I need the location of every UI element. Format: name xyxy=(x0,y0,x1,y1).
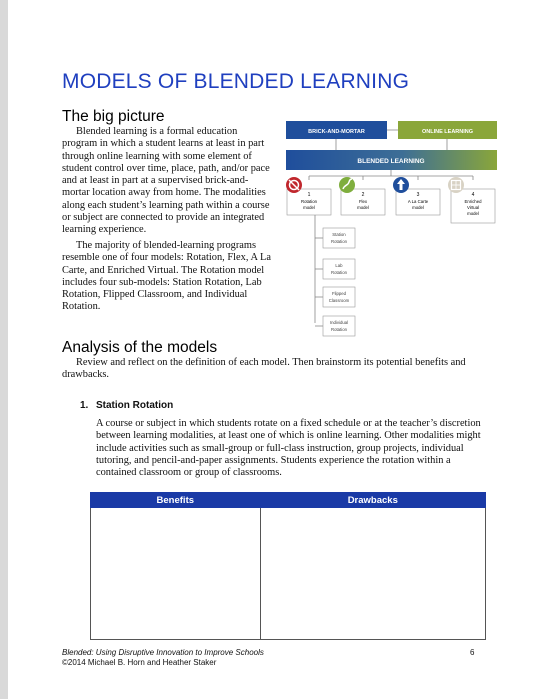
svg-text:4: 4 xyxy=(471,192,475,198)
flex-icon xyxy=(339,177,355,193)
model-a-la-carte xyxy=(393,177,440,215)
item-heading-station-rotation xyxy=(80,400,173,411)
submodel-individual-rotation xyxy=(323,316,355,336)
item-number: 1. xyxy=(80,400,89,411)
svg-text:Enriched: Enriched xyxy=(464,199,482,204)
submodel-lab-rotation xyxy=(323,259,355,279)
svg-text:Rotation: Rotation xyxy=(300,199,318,204)
svg-text:model: model xyxy=(467,211,479,216)
svg-text:model: model xyxy=(303,205,315,210)
footer-book-title: Blended: Using Disruptive Innovation to Improve Schools xyxy=(62,648,264,657)
model-rotation xyxy=(286,177,331,215)
svg-text:Classroom: Classroom xyxy=(328,298,350,303)
page-footer xyxy=(62,648,264,668)
blended-learning-diagram xyxy=(283,118,501,340)
section-heading-big-picture: The big picture xyxy=(62,108,165,125)
paragraph-definition: Blended learning is a formal education program in which a student learns at least in part through online learning with some element of student control over time, place, path, and/or pace and at least in part at a supervised brick-and-mortar location away from home. The modalities along each student’s learning path within a course or subject are connected to provide an integrated learning experience. xyxy=(62,126,270,236)
svg-text:2: 2 xyxy=(361,192,365,198)
online-learning-label: ONLINE LEARNING xyxy=(421,129,474,135)
brick-and-mortar-label: BRICK-AND-MORTAR xyxy=(308,129,365,135)
model-enriched-virtual xyxy=(448,177,495,223)
analysis-intro: Review and reflect on the definition of each model. Then brainstorm its potential benefits and drawbacks. xyxy=(62,357,466,381)
svg-text:model: model xyxy=(357,205,369,210)
enriched-icon xyxy=(448,177,464,193)
svg-text:Rotation: Rotation xyxy=(330,239,348,244)
header-drawbacks: Drawbacks xyxy=(260,493,485,508)
svg-text:Individual: Individual xyxy=(329,320,349,325)
benefits-drawbacks-table xyxy=(90,492,486,640)
submodel-flipped-classroom xyxy=(323,287,355,307)
submodel-station-rotation xyxy=(323,228,355,248)
page-title: MODELS OF BLENDED LEARNING xyxy=(62,70,410,93)
header-benefits: Benefits xyxy=(91,493,261,508)
paragraph-models: The majority of blended-learning programs resemble one of four models: Rotation, Flex, A La Carte, and Enriched Virtual. The Rotation model includes four sub-models: Station Rotation, Lab Rotation, Flipped Classroom, and Individual Rotation. xyxy=(62,240,271,313)
svg-text:Rotation: Rotation xyxy=(330,270,348,275)
svg-text:A La Carte: A La Carte xyxy=(407,199,429,204)
svg-text:Flipped: Flipped xyxy=(331,291,347,296)
svg-text:Virtual: Virtual xyxy=(466,205,480,210)
svg-text:model: model xyxy=(412,205,424,210)
alacarte-icon xyxy=(393,177,409,193)
svg-text:1: 1 xyxy=(307,192,311,198)
svg-text:Rotation: Rotation xyxy=(330,327,348,332)
section-heading-analysis: Analysis of the models xyxy=(62,339,218,356)
model-flex xyxy=(339,177,385,215)
svg-text:Station: Station xyxy=(332,232,346,237)
svg-text:3: 3 xyxy=(416,192,420,198)
benefits-cell[interactable] xyxy=(91,508,261,640)
drawbacks-cell[interactable] xyxy=(260,508,485,640)
page-edge xyxy=(0,0,8,699)
svg-text:Flex: Flex xyxy=(358,199,368,204)
blended-learning-label: BLENDED LEARNING xyxy=(357,158,425,165)
item-title: Station Rotation xyxy=(96,400,174,411)
rotation-icon xyxy=(286,177,302,193)
svg-text:Lab: Lab xyxy=(335,263,343,268)
page-number: 6 xyxy=(470,648,475,657)
footer-copyright: ©2014 Michael B. Horn and Heather Staker xyxy=(62,658,217,667)
station-rotation-definition: A course or subject in which students rotate on a fixed schedule or at the teacher’s discretion between learning modalities, at least one of which is online learning. Other modalities might include activities such as small-group or full-class instruction, group projects, individual tutoring, and pencil-and-paper assignments. Students experience the rotation within a contained classroom or group of classrooms. xyxy=(96,418,481,479)
